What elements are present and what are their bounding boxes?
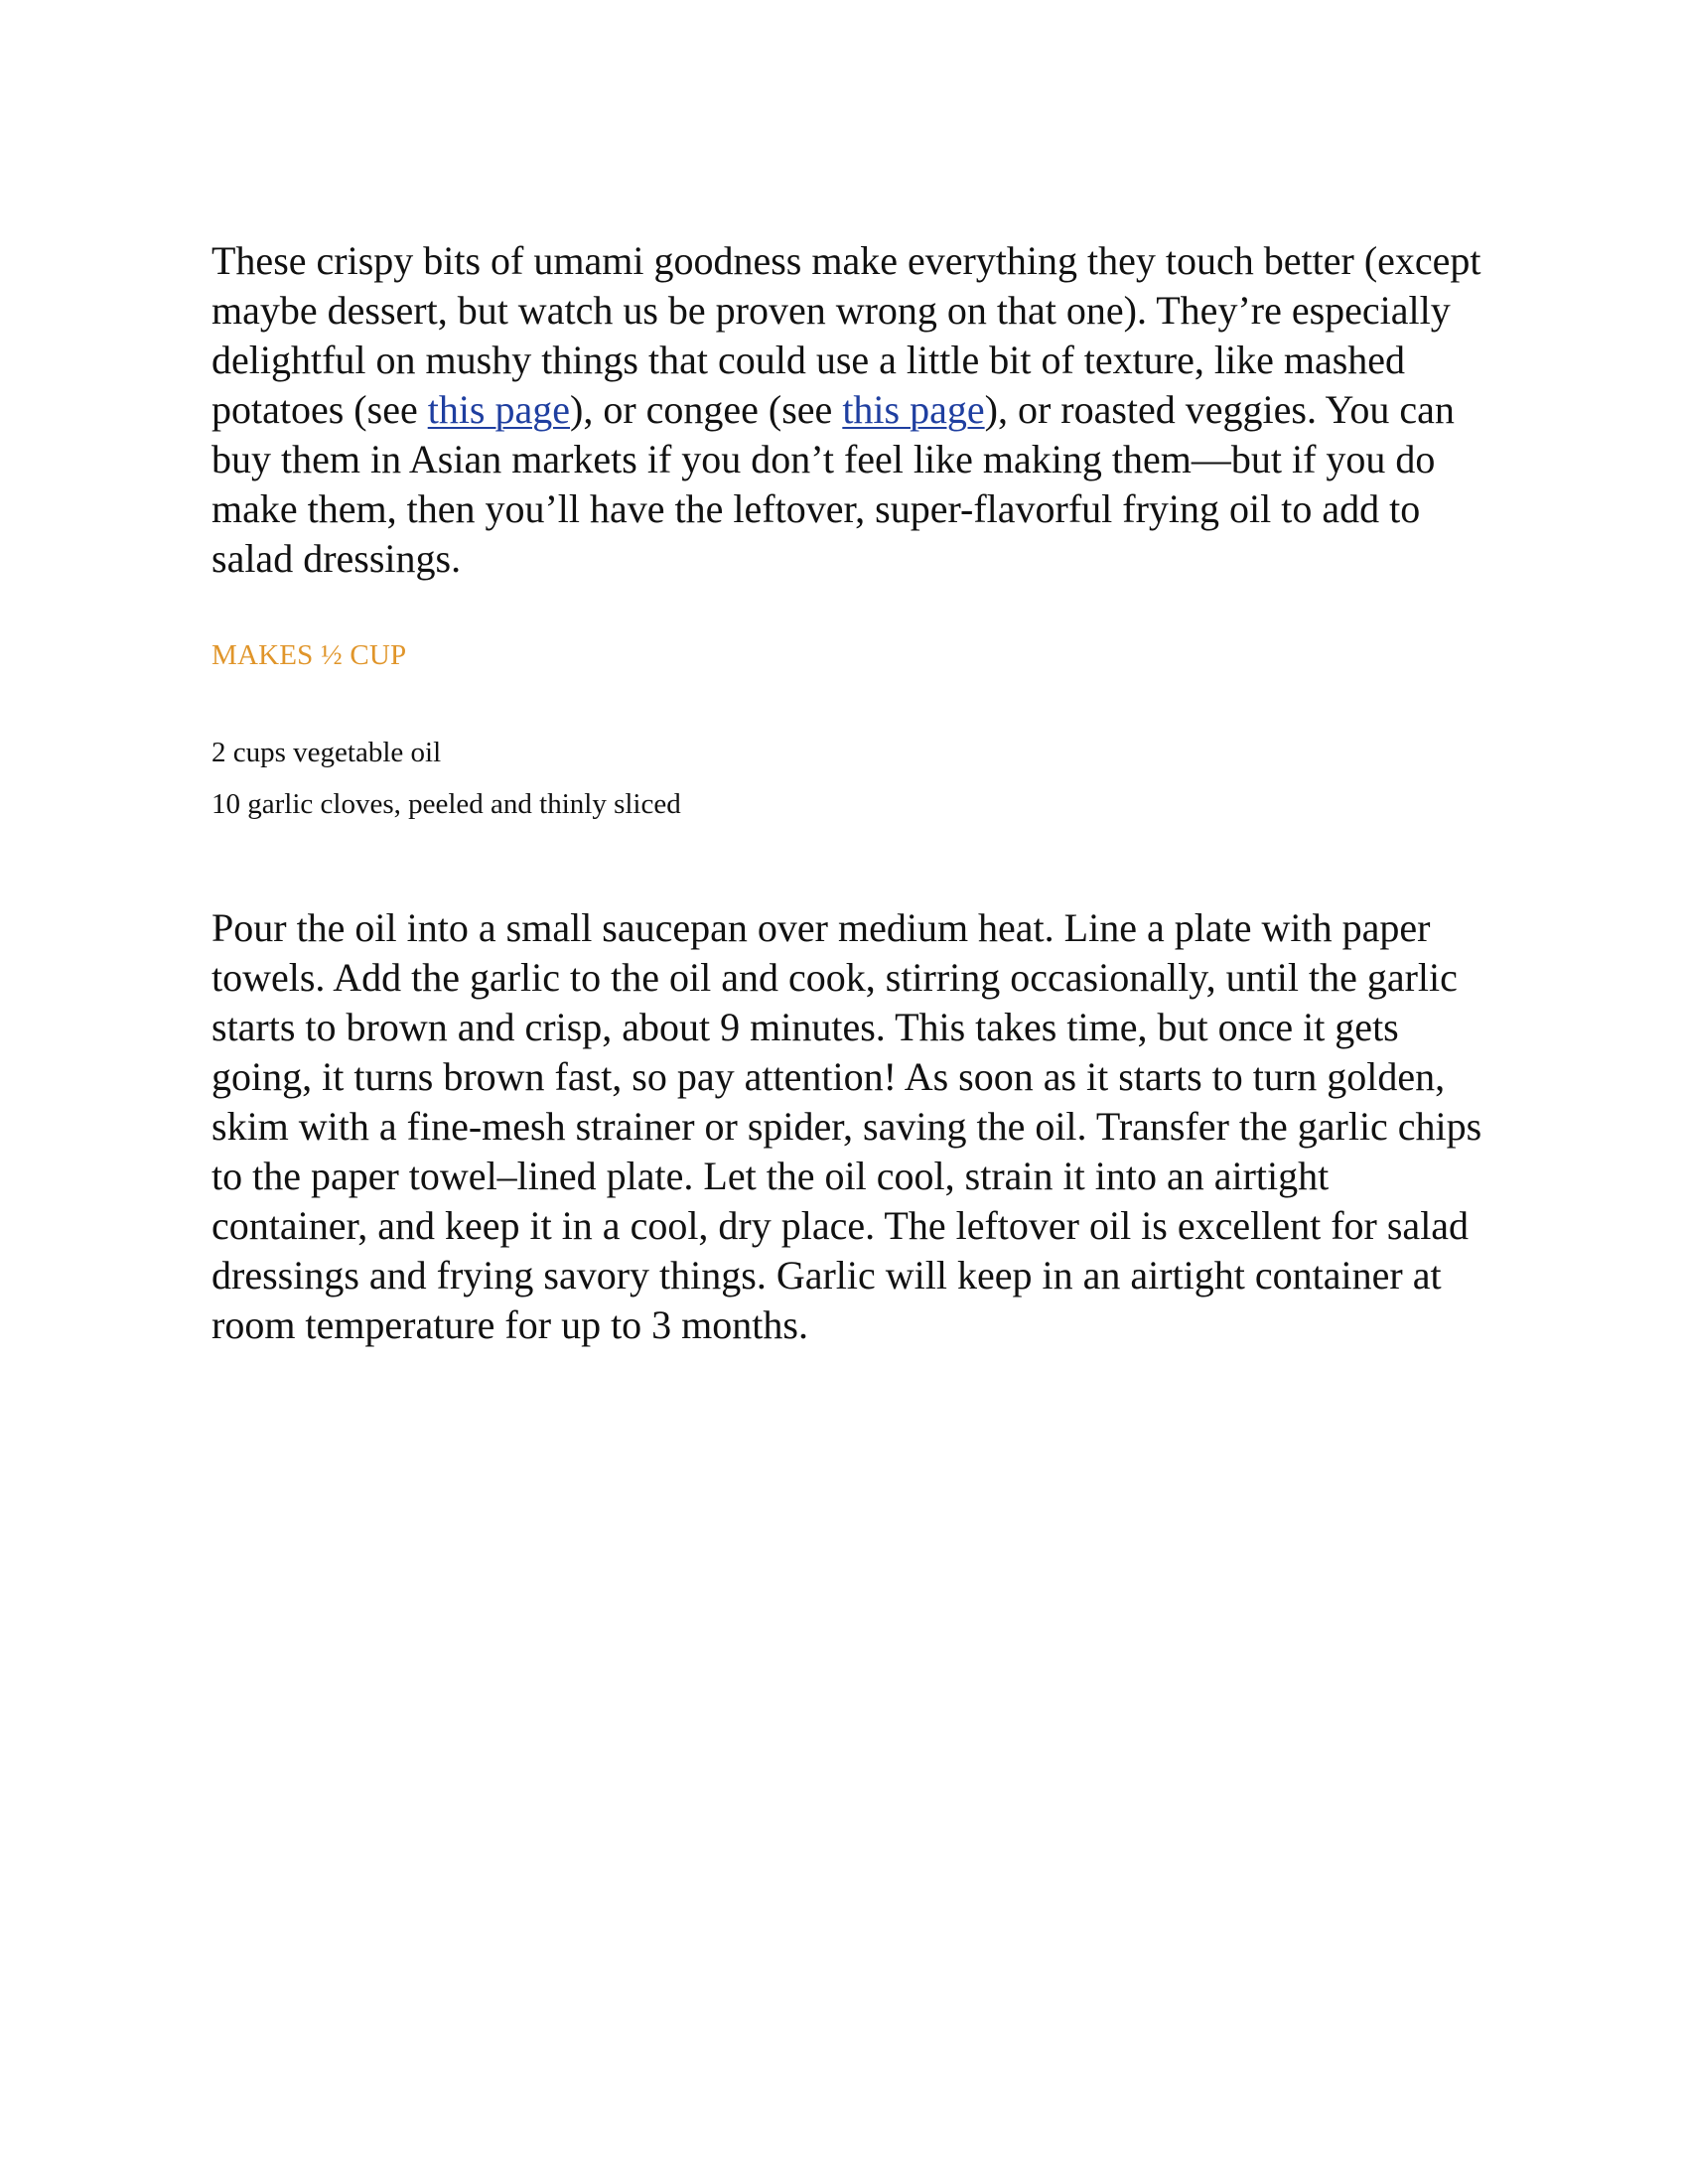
ingredient-item: 2 cups vegetable oil [211, 737, 442, 768]
intro-text-1: These crispy bits of umami goodness make everything they touch better (except maybe dessert, but watch us be proven wrong on that one). They’re especially delightful on mushy things that could use a little bit of texture, like mashed potatoes (see [211, 238, 1481, 432]
method-paragraph: Pour the oil into a small saucepan over medium heat. Line a plate with paper towels. Add the garlic to the oil and cook, stirring occasionally, until the garlic starts to brown and crisp, about 9 minutes. This takes time, but once it gets going, it turns brown fast, so pay attention! As soon as it starts to turn golden, skim with a fine-mesh strainer or spider, saving the oil. Transfer the garlic chips to the paper towel–lined plate. Let the oil cool, strain it into an airtight container, and keep it in a cool, dry place. The leftover oil is excellent for salad dressings and frying savory things. Garlic will keep in an airtight container at room temperature for up to 3 months. [211, 905, 1482, 1347]
see-page-link-mashed-potatoes[interactable]: this page [427, 387, 571, 432]
intro-paragraph [211, 236, 1492, 584]
see-page-link-congee[interactable]: this page [842, 387, 985, 432]
ingredient-list [211, 727, 681, 830]
ingredient-item: 10 garlic cloves, peeled and thinly sliced [211, 788, 681, 820]
intro-text-2: ), or congee (see [570, 387, 843, 432]
recipe-page [211, 236, 1492, 1347]
intro-text-3: ), or roasted veggies. You can buy them in Asian markets if you don’t feel like making them—but if you do make them, then you’ll have the leftover, super-flavorful frying oil to add to salad dressings. [211, 387, 1455, 581]
recipe-yield: MAKES ½ CUP [211, 639, 407, 671]
